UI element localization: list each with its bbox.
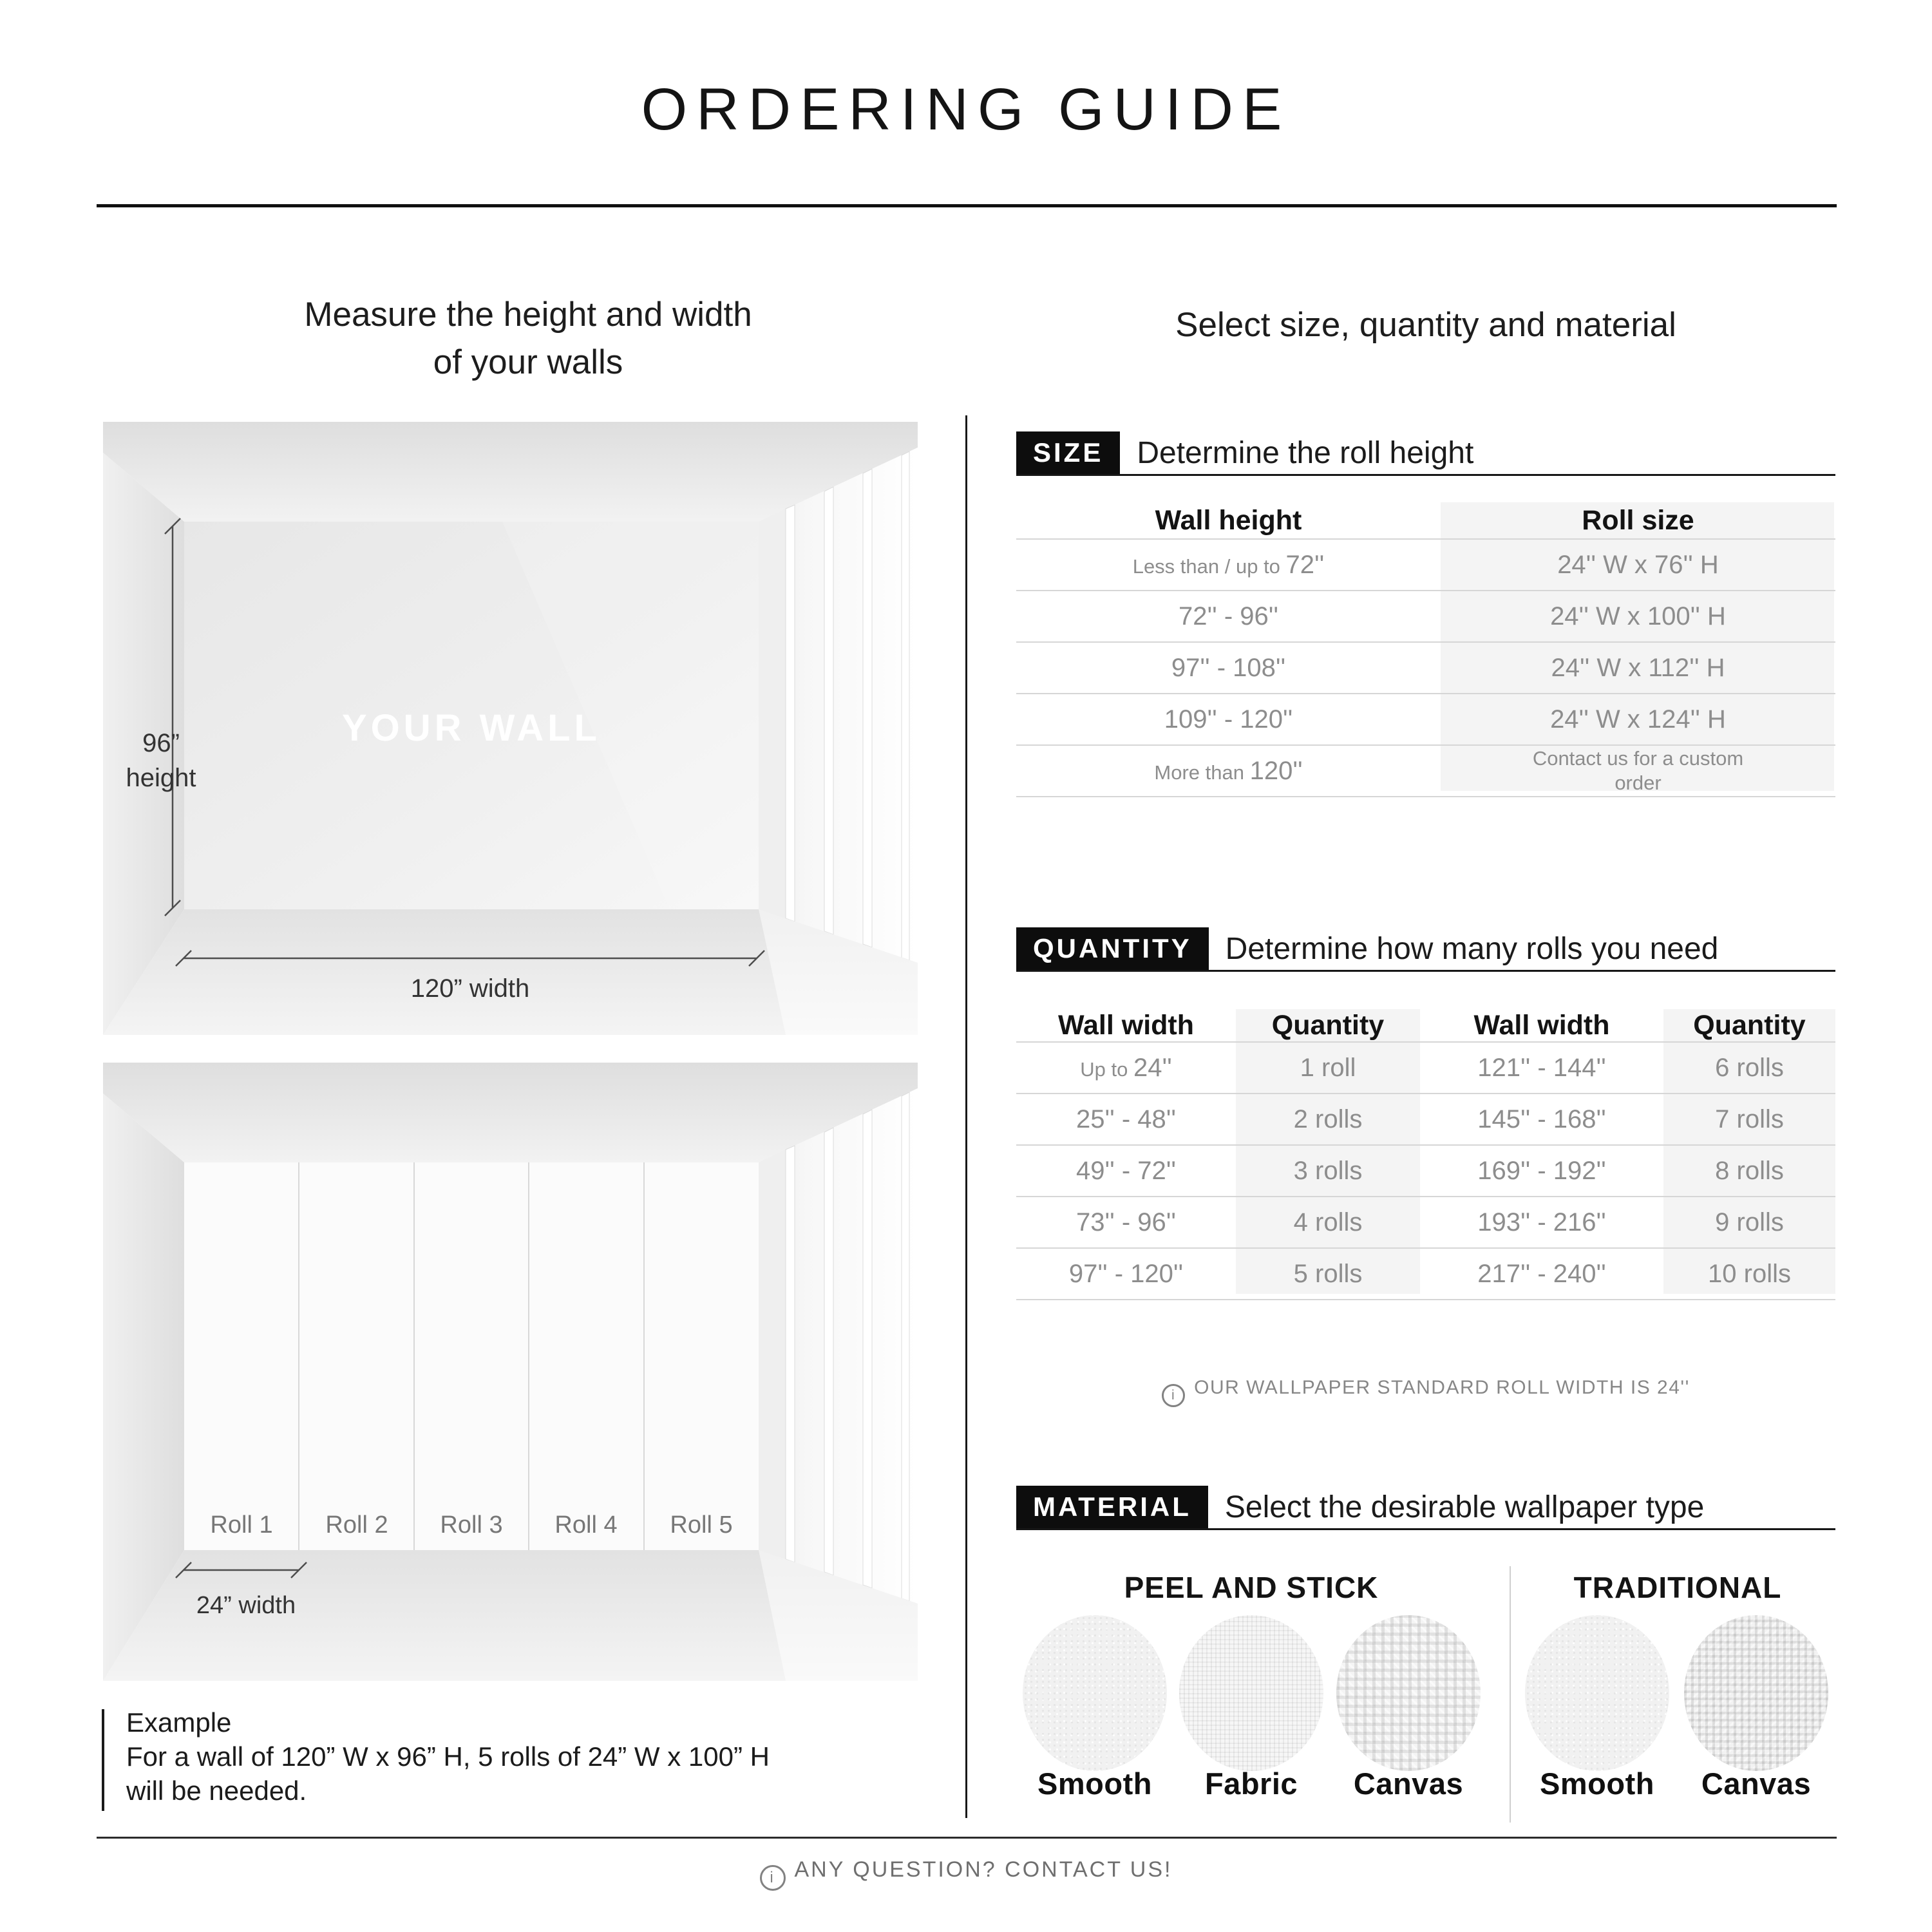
quantity-value: 1 roll — [1300, 1053, 1356, 1082]
info-icon: i — [1162, 1384, 1185, 1407]
wall-width-prefix: Up to — [1080, 1057, 1133, 1081]
quantity-value: 5 rolls — [1293, 1259, 1363, 1288]
material-swatch-smooth — [1023, 1615, 1167, 1771]
height-word-label: height — [126, 764, 196, 792]
material-badge: MATERIAL — [1016, 1486, 1208, 1528]
wall-height-prefix: Less than / up to — [1132, 554, 1286, 578]
wall-width-value: 49'' - 72'' — [1075, 1156, 1177, 1185]
title-divider — [97, 204, 1837, 207]
size-table-row — [1016, 643, 1835, 694]
column-divider — [965, 415, 967, 1818]
wall-width-value: 193'' - 216'' — [1477, 1208, 1606, 1236]
window-pillar — [759, 509, 786, 918]
roll-label: Roll 3 — [440, 1511, 503, 1539]
size-table-row — [1016, 746, 1835, 797]
quantity-subtitle: Determine how many rolls you need — [1225, 931, 1719, 966]
wall-height-prefix: More than — [1154, 761, 1250, 784]
roll-size-value: 24'' W x 100'' H — [1550, 601, 1726, 630]
room-illustration-measure — [103, 422, 918, 1035]
wall-width-value: 97'' - 120'' — [1068, 1259, 1184, 1288]
roll-size-value: 24'' W x 76'' H — [1557, 550, 1719, 579]
roll-label: Roll 5 — [670, 1511, 733, 1539]
material-swatch-smooth — [1525, 1615, 1669, 1771]
window-mullion — [863, 469, 872, 947]
size-table-row — [1016, 694, 1835, 746]
size-subtitle: Determine the roll height — [1137, 435, 1474, 470]
roll-width-note — [1016, 1377, 1835, 1407]
roll-size-value: 24'' W x 112'' H — [1551, 653, 1725, 682]
quantity-badge: QUANTITY — [1016, 927, 1209, 970]
material-swatch-canvas — [1684, 1615, 1828, 1771]
example-line2: will be needed. — [126, 1776, 307, 1806]
size-badge: SIZE — [1016, 431, 1120, 474]
roll-label: Roll 2 — [325, 1511, 388, 1539]
swatch-label: Smooth — [1540, 1766, 1654, 1801]
wall-height-value: 97'' - 108'' — [1171, 653, 1286, 682]
quantity-value: 10 rolls — [1708, 1259, 1791, 1288]
quantity-section-header — [1016, 927, 1835, 972]
example-accent-bar — [102, 1709, 104, 1811]
col-header-quantity: Quantity — [1271, 1009, 1385, 1041]
window-mullion — [902, 451, 909, 960]
room2-svg — [103, 1063, 918, 1681]
wall-width-value: 169'' - 192'' — [1477, 1156, 1606, 1185]
window-mullion — [824, 1128, 833, 1575]
window-mullion — [824, 487, 833, 934]
roll-size-value: Contact us for a custom order — [1532, 747, 1744, 794]
quantity-table-row — [1016, 1094, 1835, 1146]
material-group-divider — [1510, 1566, 1511, 1823]
info-icon: i — [760, 1865, 786, 1891]
window-mullion — [902, 1092, 909, 1601]
footer-text: ANY QUESTION? CONTACT US! — [794, 1857, 1173, 1882]
quantity-value: 3 rolls — [1293, 1156, 1363, 1185]
wall-width-value: 24'' — [1133, 1053, 1172, 1082]
size-table-header-row — [1016, 502, 1835, 540]
col-header-roll-size: Roll size — [1582, 504, 1694, 536]
wall-width-value: 217'' - 240'' — [1477, 1259, 1606, 1288]
wall-width-value: 145'' - 168'' — [1477, 1104, 1606, 1133]
left-column-heading — [142, 291, 914, 386]
wall-width-value: 73'' - 96'' — [1075, 1208, 1177, 1236]
quantity-table-header-row — [1016, 1009, 1835, 1043]
wall-height-value: 72'' — [1285, 550, 1325, 579]
wall-height-value: 72'' - 96'' — [1178, 601, 1279, 630]
width-label: 120” width — [410, 974, 530, 1003]
quantity-value: 8 rolls — [1715, 1156, 1784, 1185]
room1-svg — [103, 422, 918, 1035]
quantity-table-row — [1016, 1043, 1835, 1094]
quantity-table-row — [1016, 1197, 1835, 1249]
window-pillar — [759, 1150, 786, 1559]
wall-width-value: 121'' - 144'' — [1477, 1053, 1606, 1082]
wall-width-value: 25'' - 48'' — [1075, 1104, 1177, 1133]
quantity-value: 6 rolls — [1715, 1053, 1784, 1082]
room-illustration-rolls — [103, 1063, 918, 1681]
wall-height-value: 109'' - 120'' — [1164, 705, 1293, 734]
roll-label: Roll 4 — [554, 1511, 618, 1539]
example-title: Example — [126, 1707, 232, 1738]
window-mullion — [863, 1110, 872, 1588]
quantity-value: 7 rolls — [1715, 1104, 1784, 1133]
quantity-table-row — [1016, 1146, 1835, 1197]
window-mullion — [786, 505, 795, 922]
material-subtitle: Select the desirable wallpaper type — [1224, 1490, 1705, 1524]
quantity-value: 2 rolls — [1293, 1104, 1363, 1133]
right-column-heading: Select size, quantity and material — [1175, 306, 1676, 344]
roll-width-label: 24” width — [196, 1592, 296, 1619]
col-header-wall-height: Wall height — [1155, 504, 1302, 536]
col-header-wall-width: Wall width — [1473, 1009, 1610, 1041]
roll-width-note-text: OUR WALLPAPER STANDARD ROLL WIDTH IS 24'' — [1194, 1377, 1690, 1398]
window-mullion — [786, 1146, 795, 1562]
quantity-table — [1016, 1009, 1835, 1294]
wall-height-value: 120'' — [1249, 756, 1303, 785]
roll-label: Roll 1 — [210, 1511, 273, 1539]
footer-divider — [97, 1837, 1837, 1839]
quantity-table-row — [1016, 1249, 1835, 1300]
size-table-row — [1016, 591, 1835, 643]
size-table-row — [1016, 540, 1835, 591]
material-swatch-canvas — [1336, 1615, 1481, 1771]
material-swatch-fabric — [1179, 1615, 1323, 1771]
roll-size-value: 24'' W x 124'' H — [1550, 705, 1726, 734]
left-heading-line1: Measure the height and width — [304, 296, 752, 334]
your-wall-label: YOUR WALL — [342, 707, 601, 749]
left-heading-line2: of your walls — [433, 343, 623, 381]
col-header-quantity: Quantity — [1693, 1009, 1806, 1041]
col-header-wall-width: Wall width — [1058, 1009, 1194, 1041]
quantity-value: 4 rolls — [1293, 1208, 1363, 1236]
swatch-label: Fabric — [1204, 1766, 1298, 1801]
swatch-label: Smooth — [1037, 1766, 1152, 1801]
page-title: ORDERING GUIDE — [641, 77, 1291, 142]
wallpaper-panels — [184, 1162, 759, 1550]
material-group-peel-and-stick: PEEL AND STICK — [1124, 1571, 1379, 1604]
material-section-header — [1016, 1486, 1835, 1530]
footer — [0, 1857, 1932, 1891]
height-value-label: 96” — [142, 729, 180, 757]
example-line1: For a wall of 120” W x 96” H, 5 rolls of 24” W x 100” H — [126, 1741, 770, 1772]
swatch-label: Canvas — [1701, 1766, 1812, 1801]
material-group-traditional: TRADITIONAL — [1573, 1571, 1782, 1604]
size-section-header — [1016, 431, 1835, 476]
swatch-label: Canvas — [1353, 1766, 1464, 1801]
quantity-value: 9 rolls — [1715, 1208, 1784, 1236]
size-table — [1016, 502, 1835, 794]
example-block — [102, 1705, 770, 1808]
